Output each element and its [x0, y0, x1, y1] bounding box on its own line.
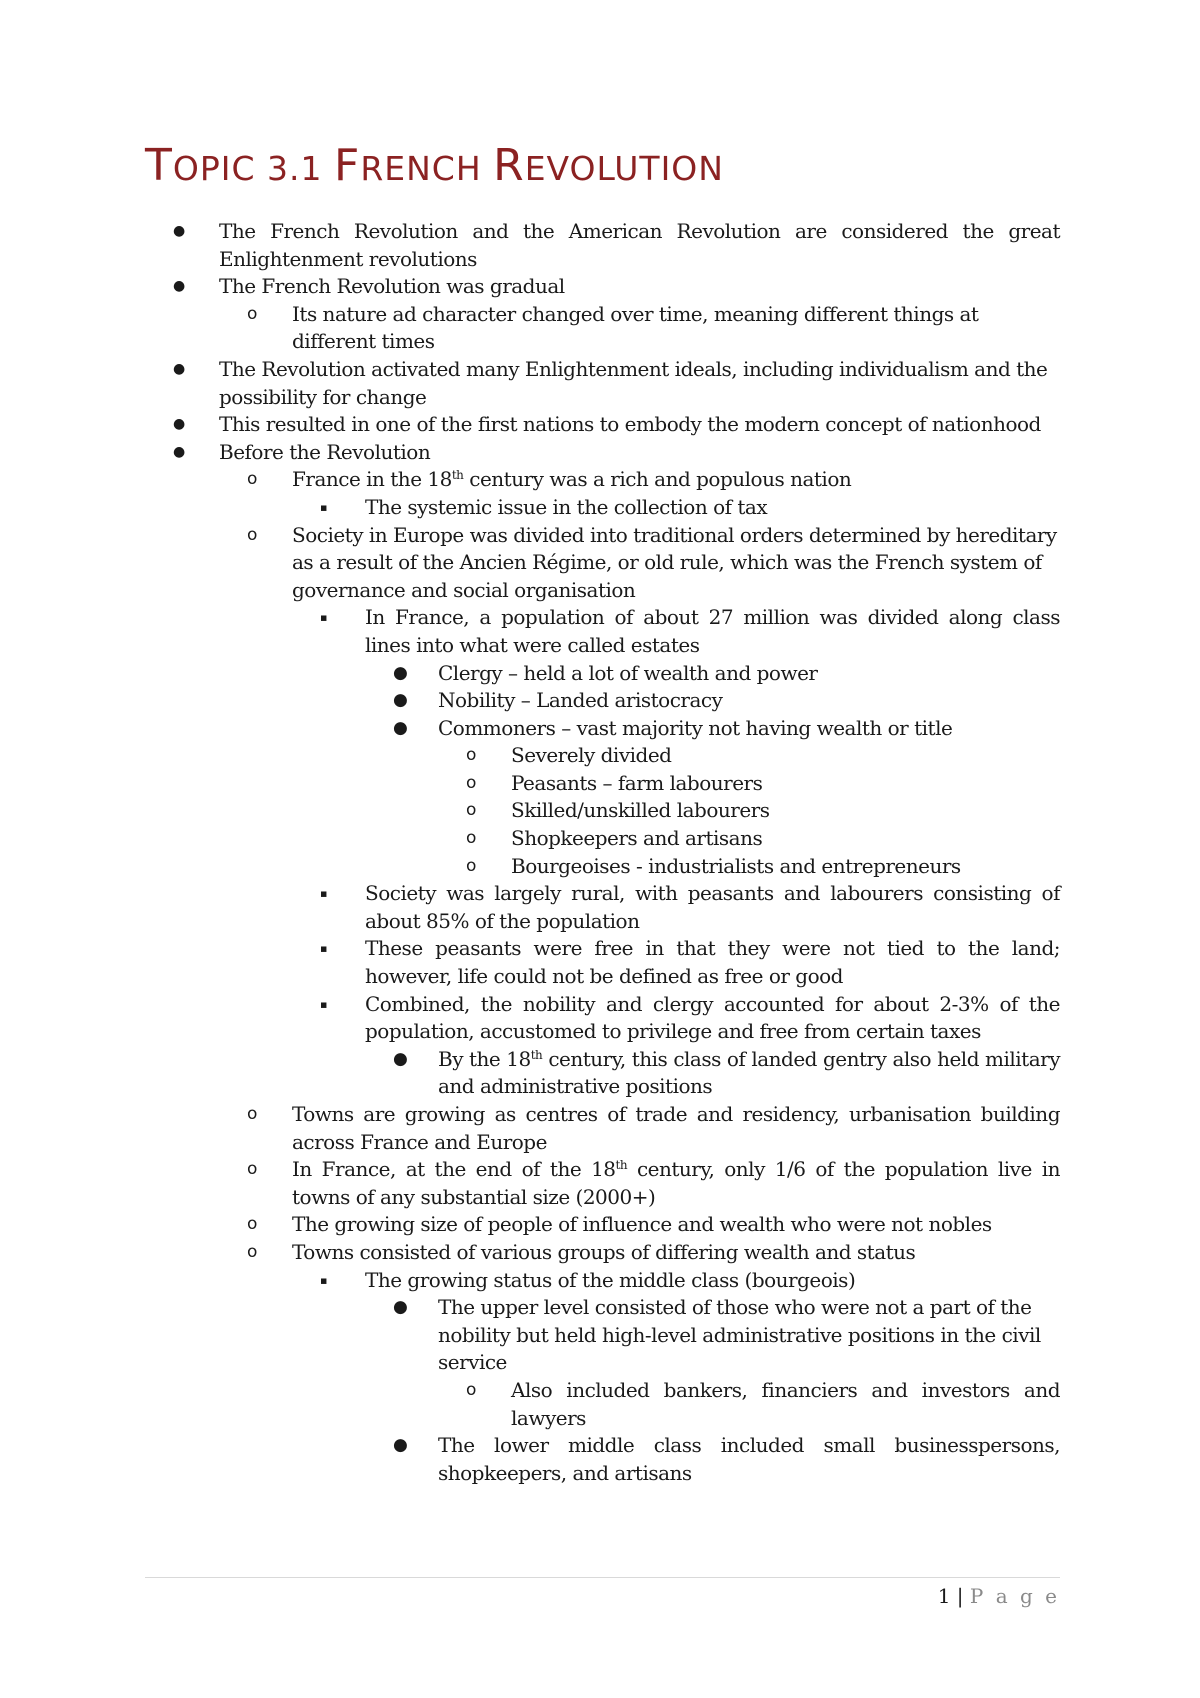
list-item-text: Peasants – farm labourers: [511, 770, 763, 795]
title-part: T: [145, 140, 173, 191]
list-item-text: In France, a population of about 27 million was divided along class lines into what were called estates: [365, 605, 1060, 657]
title-part: OPIC 3.1: [172, 149, 334, 188]
hollow-bullet-icon: o: [247, 1159, 257, 1180]
list-item: [145, 1101, 1060, 1156]
list-item-text: Shopkeepers and artisans: [511, 826, 763, 851]
list-item: [145, 1156, 1060, 1211]
hollow-bullet-icon: o: [247, 303, 257, 324]
list-item: [145, 1239, 1060, 1267]
hollow-bullet-icon: o: [247, 1214, 257, 1235]
superscript: th: [451, 468, 464, 483]
list-item-text: The growing size of people of influence and wealth who were not nobles: [292, 1212, 992, 1237]
bullet-icon: ●: [173, 360, 185, 377]
list-item: [145, 660, 1060, 688]
list-item-text: The Revolution activated many Enlightenment ideals, including individualism and the possibility for change: [219, 356, 1048, 409]
list-item: [145, 1294, 1060, 1377]
list-item-text: Bourgeoises - industrialists and entrepreneurs: [511, 853, 961, 878]
list-item: [145, 715, 1060, 743]
title-part: EVOLUTION: [524, 149, 724, 188]
list-item-text: These peasants were free in that they were not tied to the land; however, life could not be defined as free or good: [365, 936, 1060, 989]
list-item-text: The systemic issue in the collection of tax: [365, 494, 768, 519]
list-item-text: The growing status of the middle class (bourgeois): [365, 1267, 856, 1292]
list-item: [145, 356, 1060, 411]
list-item-text: Its nature ad character changed over time, meaning different things at different times: [292, 301, 979, 354]
list-item: [145, 1267, 1060, 1295]
square-bullet-icon: ▪: [320, 500, 327, 514]
hollow-bullet-icon: o: [466, 828, 476, 849]
list-item-text: In France, at the end of the 18: [292, 1157, 616, 1182]
list-item-text-cont: century was a rich and populous nation: [463, 467, 852, 492]
list-item: [145, 770, 1060, 798]
list-item-text: Clergy – held a lot of wealth and power: [438, 660, 818, 685]
list-item: [145, 1377, 1060, 1432]
list-item: [145, 853, 1060, 881]
list-item: [145, 1046, 1060, 1101]
list-item: [145, 687, 1060, 715]
list-item-text: Society was largely rural, with peasants and labourers consisting of about 85% of the population: [365, 881, 1060, 933]
bullet-icon: ●: [393, 717, 408, 738]
list-item: [145, 466, 1060, 494]
hollow-bullet-icon: o: [247, 469, 257, 490]
hollow-bullet-icon: o: [466, 855, 476, 876]
page-separator: |: [956, 1584, 964, 1608]
list-item-text-cont: century, this class of landed gentry also held military and administrative positions: [438, 1046, 1060, 1099]
list-item-text: Society in Europe was divided into traditional orders determined by hereditary as a result of the Ancien Régime, or old rule, which was the French system of governance and social organisation: [292, 522, 1057, 602]
list-item: [145, 301, 1060, 356]
list-item-text: The French Revolution and the American Revolution are considered the great Enlightenment revolutions: [219, 219, 1060, 271]
square-bullet-icon: ▪: [320, 1273, 327, 1287]
list-item: [145, 797, 1060, 825]
square-bullet-icon: ▪: [320, 887, 327, 901]
hollow-bullet-icon: o: [466, 745, 476, 766]
superscript: th: [530, 1047, 543, 1062]
bullet-icon: ●: [393, 1048, 408, 1069]
list-item-text: France in the 18: [292, 467, 452, 492]
list-item: [145, 935, 1060, 990]
hollow-bullet-icon: o: [247, 1241, 257, 1262]
page-label: P a g e: [969, 1584, 1060, 1608]
page-number: 1: [937, 1584, 951, 1608]
list-item: [145, 1211, 1060, 1239]
hollow-bullet-icon: o: [247, 524, 257, 545]
list-item-text: Towns consisted of various groups of differing wealth and status: [292, 1239, 916, 1264]
list-item-text: Commoners – vast majority not having wealth or title: [438, 715, 953, 740]
square-bullet-icon: ▪: [320, 942, 327, 956]
list-item-text: The upper level consisted of those who were not a part of the nobility but held high-level administrative positions in the civil service: [438, 1295, 1041, 1375]
list-item: [145, 273, 1060, 301]
bullet-icon: ●: [393, 1435, 408, 1456]
list-item: [145, 522, 1060, 605]
list-item: [145, 742, 1060, 770]
bullet-icon: ●: [393, 662, 408, 683]
list-item-text: Towns are growing as centres of trade and residency, urbanisation building across France and Europe: [292, 1102, 1060, 1154]
square-bullet-icon: ▪: [320, 997, 327, 1011]
superscript: th: [615, 1158, 628, 1173]
list-item-text: Nobility – Landed aristocracy: [438, 688, 723, 713]
list-item-text: By the 18: [438, 1046, 531, 1071]
square-bullet-icon: ▪: [320, 611, 327, 625]
list-item: [145, 604, 1060, 659]
hollow-bullet-icon: o: [466, 800, 476, 821]
list-item-text: Skilled/unskilled labourers: [511, 798, 770, 823]
title-part: F: [334, 140, 361, 191]
hollow-bullet-icon: o: [247, 1104, 257, 1124]
bullet-icon: ●: [393, 690, 408, 711]
list-item-text: Combined, the nobility and clergy accounted for about 2-3% of the population, accustomed to privilege and free from certain taxes: [365, 991, 1060, 1044]
hollow-bullet-icon: o: [466, 772, 476, 793]
bullet-icon: ●: [173, 443, 185, 460]
list-item: [145, 411, 1060, 439]
list-item-text: Before the Revolution: [219, 439, 431, 464]
hollow-bullet-icon: o: [466, 1379, 476, 1400]
list-item-text: Severely divided: [511, 743, 672, 768]
list-item: [145, 439, 1060, 467]
list-item: [145, 825, 1060, 853]
page-title: [145, 140, 724, 191]
list-item-text: This resulted in one of the first nations to embody the modern concept of nationhood: [219, 412, 1041, 437]
list-item: [145, 880, 1060, 935]
title-part: R: [493, 140, 525, 191]
list-item-text-cont: century, only 1/6 of the population live in towns of any substantial size (2000+): [292, 1157, 1060, 1209]
footer-divider: [145, 1577, 1060, 1578]
page-footer: [938, 1584, 1060, 1608]
list-item: [145, 218, 1060, 273]
title-part: RENCH: [360, 149, 494, 188]
bullet-list: [145, 218, 1060, 1487]
list-item: [145, 494, 1060, 522]
bullet-icon: ●: [393, 1297, 408, 1318]
bullet-icon: ●: [173, 223, 185, 239]
list-item: [145, 991, 1060, 1046]
list-item-text: Also included bankers, financiers and investors and lawyers: [511, 1377, 1060, 1430]
bullet-icon: ●: [173, 416, 185, 433]
list-item-text: The lower middle class included small businesspersons, shopkeepers, and artisans: [438, 1433, 1060, 1485]
bullet-icon: ●: [173, 278, 185, 295]
list-item: [145, 1432, 1060, 1487]
list-item-text: The French Revolution was gradual: [219, 274, 565, 299]
